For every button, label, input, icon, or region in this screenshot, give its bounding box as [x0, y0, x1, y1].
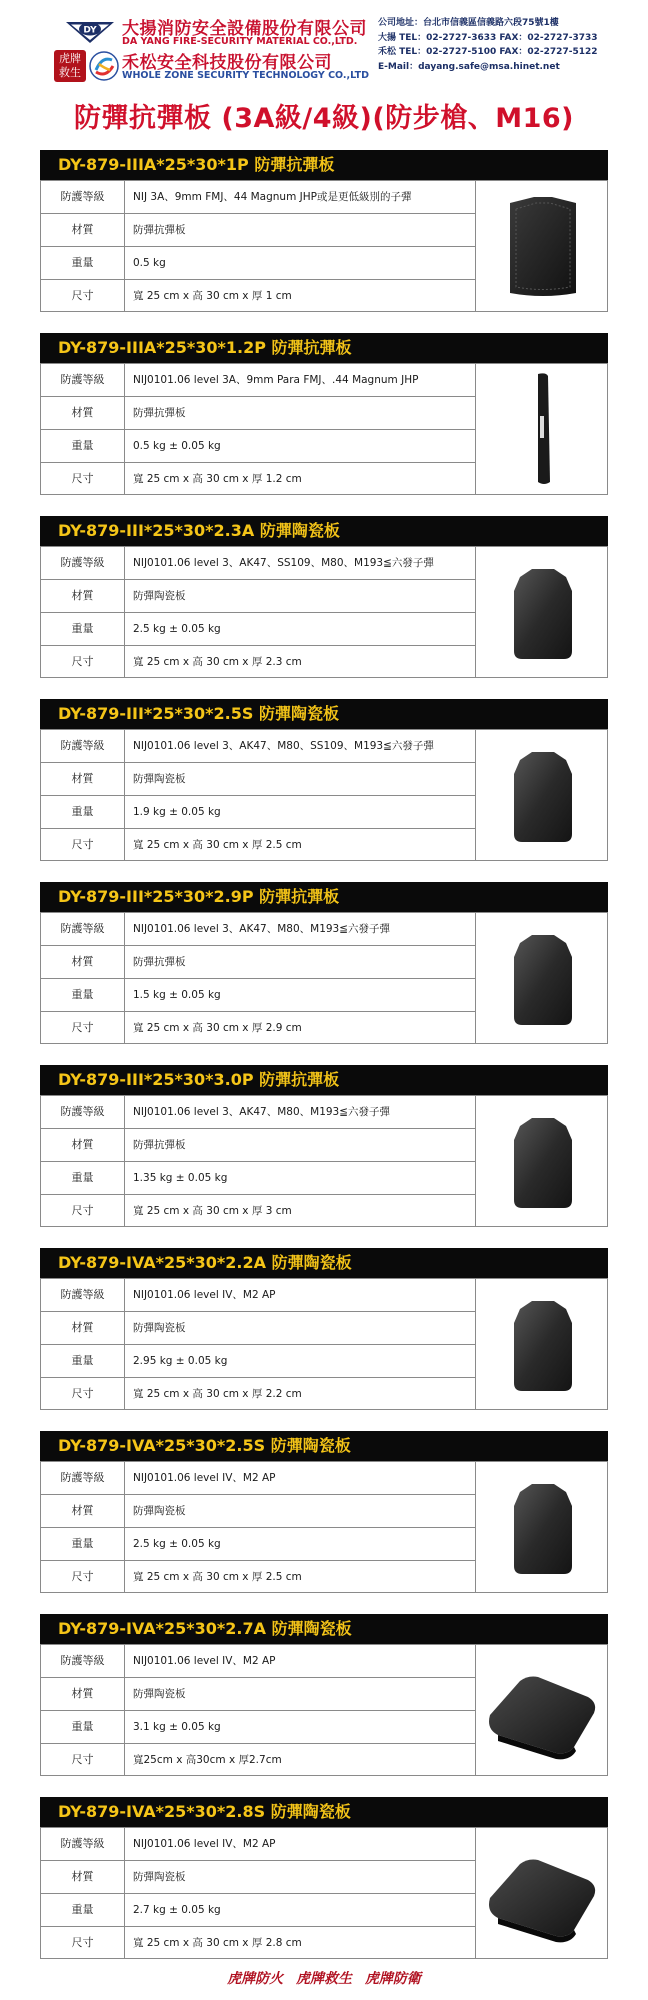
ceramic-plate-image [475, 730, 608, 860]
spec-label-material: 材質 [41, 214, 125, 246]
spec-value-protection-level: NIJ0101.06 level IV、M2 AP [133, 1838, 276, 1850]
spec-value-material: 防彈抗彈板 [133, 407, 186, 419]
spec-table [40, 1278, 608, 1410]
page-title: 防彈抗彈板 (3A級/4級)(防步槍、M16) [73, 103, 575, 134]
ceramic-plate-icon [476, 1096, 609, 1226]
spec-row-protection-level [41, 1645, 475, 1678]
spec-value-size: 寬 25 cm x 高 30 cm x 厚 1 cm [133, 290, 292, 302]
spec-row-protection-level [41, 1279, 475, 1312]
spec-label-material: 材質 [41, 1495, 125, 1527]
spec-table [40, 729, 608, 861]
product-title: DY-879-IIIA*25*30*1P 防彈抗彈板 [40, 150, 608, 180]
spec-label-protection-level: 防護等級 [41, 364, 125, 396]
spec-label-size: 尺寸 [41, 1012, 125, 1044]
footer-brand-defense: 虎牌防衛 [364, 1971, 421, 1987]
ceramic-plate-image [475, 1096, 608, 1226]
spec-value-size: 寬 25 cm x 高 30 cm x 厚 3 cm [133, 1205, 292, 1217]
spec-table [40, 180, 608, 312]
spec-label-protection-level: 防護等級 [41, 913, 125, 945]
product-block [40, 150, 608, 313]
spec-row-weight [41, 613, 475, 646]
product-block [40, 1065, 608, 1228]
spec-row-size [41, 1561, 475, 1594]
swirl-logo-icon [88, 50, 120, 82]
spec-value-size: 寬 25 cm x 高 30 cm x 厚 1.2 cm [133, 473, 302, 485]
spec-table [40, 1461, 608, 1593]
spec-label-size: 尺寸 [41, 280, 125, 312]
spec-label-protection-level: 防護等級 [41, 1279, 125, 1311]
spec-label-weight: 重量 [41, 1162, 125, 1194]
spec-row-protection-level [41, 547, 475, 580]
spec-row-weight [41, 796, 475, 829]
spec-row-size [41, 829, 475, 862]
spec-row-material [41, 946, 475, 979]
spec-row-material [41, 1312, 475, 1345]
spec-label-weight: 重量 [41, 247, 125, 279]
product-block [40, 882, 608, 1045]
spec-label-material: 材質 [41, 1312, 125, 1344]
spec-label-size: 尺寸 [41, 1927, 125, 1959]
product-block [40, 333, 608, 496]
footer-brand-fire: 虎牌防火 [227, 1971, 284, 1987]
ceramic-plate-icon [476, 1462, 609, 1592]
angled-plate-image [475, 1828, 608, 1958]
spec-label-material: 材質 [41, 946, 125, 978]
spec-row-size [41, 1378, 475, 1411]
ceramic-plate-image [475, 547, 608, 677]
address-line: 公司地址：台北市信義區信義路六段75號1樓 [378, 18, 559, 28]
spec-row-weight [41, 1345, 475, 1378]
spec-row-protection-level [41, 364, 475, 397]
spec-value-size: 寬 25 cm x 高 30 cm x 厚 2.9 cm [133, 1022, 302, 1034]
spec-label-size: 尺寸 [41, 1195, 125, 1227]
spec-value-material: 防彈抗彈板 [133, 224, 186, 236]
spec-label-weight: 重量 [41, 796, 125, 828]
product-title: DY-879-IVA*25*30*2.7A 防彈陶瓷板 [40, 1614, 608, 1644]
spec-label-protection-level: 防護等級 [41, 1462, 125, 1494]
spec-label-material: 材質 [41, 1678, 125, 1710]
spec-row-size [41, 1744, 475, 1777]
spec-label-weight: 重量 [41, 1345, 125, 1377]
product-title: DY-879-III*25*30*2.5S 防彈陶瓷板 [40, 699, 608, 729]
whole-zone-phone-line: 禾松 TEL：02-2727-5100 FAX：02-2727-5122 [378, 47, 598, 57]
spec-row-protection-level [41, 1462, 475, 1495]
plate-side-view-image [475, 364, 608, 494]
spec-table [40, 1095, 608, 1227]
spec-label-size: 尺寸 [41, 1561, 125, 1593]
spec-label-size: 尺寸 [41, 463, 125, 495]
footer-brands [0, 1968, 648, 1994]
spec-label-protection-level: 防護等級 [41, 1645, 125, 1677]
spec-label-protection-level: 防護等級 [41, 181, 125, 213]
spec-row-size [41, 1012, 475, 1045]
spec-label-weight: 重量 [41, 1711, 125, 1743]
spec-value-material: 防彈陶瓷板 [133, 1505, 186, 1517]
spec-value-size: 寬25cm x 高30cm x 厚2.7cm [133, 1754, 282, 1766]
spec-value-protection-level: NIJ0101.06 level 3、AK47、M80、M193≦六發子彈 [133, 923, 391, 935]
angled-plate-icon [476, 1828, 609, 1958]
spec-table [40, 363, 608, 495]
spec-table [40, 1644, 608, 1776]
spec-label-weight: 重量 [41, 1894, 125, 1926]
spec-value-material: 防彈抗彈板 [133, 1139, 186, 1151]
plate-side-view-icon [476, 364, 609, 494]
ceramic-plate-icon [476, 547, 609, 677]
spec-label-weight: 重量 [41, 1528, 125, 1560]
ceramic-plate-image [475, 913, 608, 1043]
spec-label-weight: 重量 [41, 613, 125, 645]
spec-value-size: 寬 25 cm x 高 30 cm x 厚 2.2 cm [133, 1388, 302, 1400]
spec-table [40, 1827, 608, 1959]
spec-value-weight: 0.5 kg ± 0.05 kg [133, 440, 221, 452]
spec-row-material [41, 397, 475, 430]
spec-row-material [41, 1495, 475, 1528]
spec-value-size: 寬 25 cm x 高 30 cm x 厚 2.3 cm [133, 656, 302, 668]
spec-label-size: 尺寸 [41, 829, 125, 861]
product-title: DY-879-IIIA*25*30*1.2P 防彈抗彈板 [40, 333, 608, 363]
spec-row-weight [41, 979, 475, 1012]
spec-value-weight: 2.5 kg ± 0.05 kg [133, 1538, 221, 1550]
spec-value-weight: 3.1 kg ± 0.05 kg [133, 1721, 221, 1733]
footer-brand-rescue: 虎牌救生 [296, 1971, 352, 1987]
dy-logo-text: DY [83, 25, 97, 36]
spec-row-material [41, 1678, 475, 1711]
spec-value-weight: 1.9 kg ± 0.05 kg [133, 806, 221, 818]
angled-plate-icon [476, 1645, 609, 1775]
spec-table [40, 546, 608, 678]
spec-value-material: 防彈抗彈板 [133, 956, 186, 968]
spec-row-size [41, 463, 475, 496]
spec-row-material [41, 214, 475, 247]
spec-value-weight: 2.95 kg ± 0.05 kg [133, 1355, 228, 1367]
spec-row-protection-level [41, 1096, 475, 1129]
spec-value-weight: 2.5 kg ± 0.05 kg [133, 623, 221, 635]
spec-row-weight [41, 1528, 475, 1561]
company1-name: 大揚消防安全設備股份有限公司 [122, 19, 367, 39]
spec-label-material: 材質 [41, 580, 125, 612]
spec-value-size: 寬 25 cm x 高 30 cm x 厚 2.8 cm [133, 1937, 302, 1949]
spec-label-material: 材質 [41, 397, 125, 429]
spec-row-weight [41, 247, 475, 280]
spec-label-weight: 重量 [41, 979, 125, 1011]
spec-value-protection-level: NIJ 3A、9mm FMJ、44 Magnum JHP或是更低級別的子彈 [133, 191, 412, 203]
product-title: DY-879-III*25*30*3.0P 防彈抗彈板 [40, 1065, 608, 1095]
spec-value-protection-level: NIJ0101.06 level 3、AK47、M80、M193≦六發子彈 [133, 1106, 391, 1118]
spec-value-material: 防彈陶瓷板 [133, 1688, 186, 1700]
spec-label-size: 尺寸 [41, 646, 125, 678]
spec-label-protection-level: 防護等級 [41, 547, 125, 579]
spec-value-protection-level: NIJ0101.06 level 3、AK47、SS109、M80、M193≦六發子彈 [133, 557, 434, 569]
spec-row-weight [41, 1711, 475, 1744]
spec-row-size [41, 280, 475, 313]
spec-row-weight [41, 1162, 475, 1195]
spec-value-protection-level: NIJ0101.06 level 3A、9mm Para FMJ、.44 Magnum JHP [133, 374, 419, 386]
product-block [40, 1797, 608, 1960]
ceramic-plate-image [475, 1279, 608, 1409]
spec-value-weight: 2.7 kg ± 0.05 kg [133, 1904, 221, 1916]
spec-label-size: 尺寸 [41, 1378, 125, 1410]
spec-row-size [41, 646, 475, 679]
company2-english-name: WHOLE ZONE SECURITY TECHNOLOGY CO.,LTD [122, 70, 369, 81]
spec-row-protection-level [41, 730, 475, 763]
contact-info [378, 16, 598, 74]
spec-label-material: 材質 [41, 1861, 125, 1893]
soft-plate-icon [476, 181, 609, 311]
spec-row-protection-level [41, 181, 475, 214]
spec-label-protection-level: 防護等級 [41, 1828, 125, 1860]
spec-table [40, 912, 608, 1044]
product-title: DY-879-IVA*25*30*2.2A 防彈陶瓷板 [40, 1248, 608, 1278]
spec-row-material [41, 580, 475, 613]
product-block [40, 1614, 608, 1777]
spec-row-protection-level [41, 1828, 475, 1861]
spec-value-material: 防彈陶瓷板 [133, 1871, 186, 1883]
spec-value-material: 防彈陶瓷板 [133, 1322, 186, 1334]
spec-row-size [41, 1195, 475, 1228]
spec-row-weight [41, 1894, 475, 1927]
spec-value-material: 防彈陶瓷板 [133, 773, 186, 785]
spec-value-weight: 1.35 kg ± 0.05 kg [133, 1172, 228, 1184]
spec-label-material: 材質 [41, 1129, 125, 1161]
spec-value-weight: 1.5 kg ± 0.05 kg [133, 989, 221, 1001]
spec-label-protection-level: 防護等級 [41, 730, 125, 762]
ceramic-plate-icon [476, 730, 609, 860]
spec-value-size: 寬 25 cm x 高 30 cm x 厚 2.5 cm [133, 839, 302, 851]
spec-label-material: 材質 [41, 763, 125, 795]
product-title: DY-879-IVA*25*30*2.5S 防彈陶瓷板 [40, 1431, 608, 1461]
tiger-logo-icon: 虎牌 救生 [54, 50, 86, 82]
ceramic-plate-icon [476, 913, 609, 1043]
header [0, 0, 648, 92]
spec-row-protection-level [41, 913, 475, 946]
soft-plate-image [475, 181, 608, 311]
company1-english-name: DA YANG FIRE-SECURITY MATERIAL CO.,LTD. [122, 36, 358, 47]
spec-label-protection-level: 防護等級 [41, 1096, 125, 1128]
product-block [40, 699, 608, 862]
ceramic-plate-icon [476, 1279, 609, 1409]
product-block [40, 516, 608, 679]
spec-row-material [41, 1129, 475, 1162]
email-line: E-Mail：dayang.safe@msa.hinet.net [378, 61, 560, 72]
spec-row-material [41, 763, 475, 796]
spec-value-material: 防彈陶瓷板 [133, 590, 186, 602]
product-block [40, 1431, 608, 1594]
spec-label-size: 尺寸 [41, 1744, 125, 1776]
ceramic-plate-image [475, 1462, 608, 1592]
company2-name: 禾松安全科技股份有限公司 [122, 53, 332, 73]
dayang-phone-line: 大揚 TEL：02-2727-3633 FAX：02-2727-3733 [378, 32, 598, 43]
spec-value-size: 寬 25 cm x 高 30 cm x 厚 2.5 cm [133, 1571, 302, 1583]
product-title: DY-879-IVA*25*30*2.8S 防彈陶瓷板 [40, 1797, 608, 1827]
angled-plate-image [475, 1645, 608, 1775]
dy-logo-icon [64, 16, 116, 44]
spec-row-weight [41, 430, 475, 463]
spec-value-protection-level: NIJ0101.06 level IV、M2 AP [133, 1289, 276, 1301]
product-title: DY-879-III*25*30*2.3A 防彈陶瓷板 [40, 516, 608, 546]
spec-label-weight: 重量 [41, 430, 125, 462]
product-block [40, 1248, 608, 1411]
spec-row-material [41, 1861, 475, 1894]
product-title: DY-879-III*25*30*2.9P 防彈抗彈板 [40, 882, 608, 912]
spec-row-size [41, 1927, 475, 1960]
spec-value-weight: 0.5 kg [133, 257, 166, 269]
spec-value-protection-level: NIJ0101.06 level IV、M2 AP [133, 1472, 276, 1484]
spec-value-protection-level: NIJ0101.06 level 3、AK47、M80、SS109、M193≦六發子彈 [133, 740, 434, 752]
spec-value-protection-level: NIJ0101.06 level IV、M2 AP [133, 1655, 276, 1667]
